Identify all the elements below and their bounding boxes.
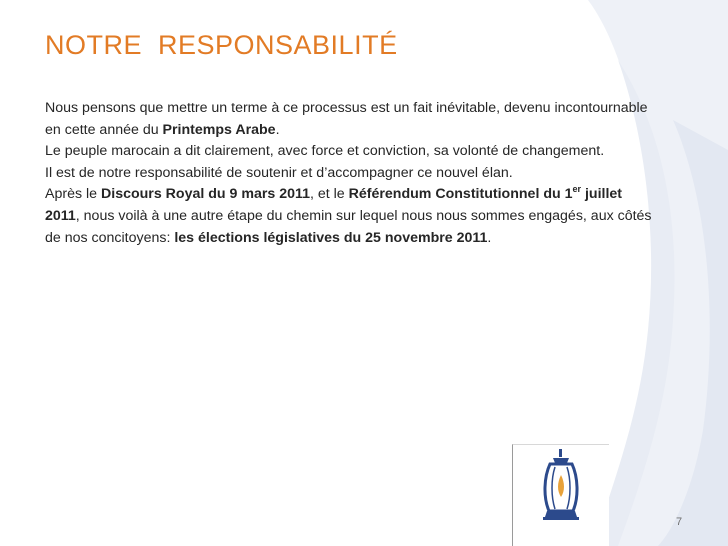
paragraph-1 <box>45 98 657 141</box>
slide-body <box>45 98 657 249</box>
paragraph-2 <box>45 141 657 163</box>
referendum-bold: Référendum Constitutionnel du 1 <box>348 186 573 203</box>
juillet-bold: juillet 2011 <box>45 186 623 224</box>
superscript-er: er <box>572 184 582 195</box>
paragraph-4-text-c: , nous voilà à une autre étape du chemin sur lequel nous nous sommes engagés, aux côtés de nos concitoyens: <box>45 207 652 246</box>
paragraph-2-text: Le peuple marocain a dit clairement, avec force et conviction, sa volonté de changement. <box>45 143 605 160</box>
slide-title: NOTRE RESPONSABILITÉ <box>45 30 398 60</box>
paragraph-3 <box>45 163 657 185</box>
lantern-logo-icon <box>513 445 609 546</box>
paragraph-3-text: Il est de notre responsabilité de soutenir et d’accompagner ce nouvel élan. <box>45 164 513 181</box>
paragraph-4-end: . <box>487 229 492 246</box>
paragraph-4-text-b: , et le <box>309 186 349 203</box>
party-logo <box>512 444 609 546</box>
paragraph-4-text-a: Après le <box>45 186 101 203</box>
paragraph-1-text: Nous pensons que mettre un terme à ce processus est un fait inévitable, devenu incontournable en cette année du <box>45 100 648 138</box>
printemps-arabe-bold: Printemps Arabe <box>162 121 276 138</box>
discours-royal-bold: Discours Royal du 9 mars 2011 <box>101 186 310 203</box>
elections-bold: les élections législatives du 25 novembre 2011 <box>174 229 488 246</box>
paragraph-1-end: . <box>275 121 280 138</box>
paragraph-4 <box>45 184 657 249</box>
page-number: 7 <box>676 516 683 528</box>
